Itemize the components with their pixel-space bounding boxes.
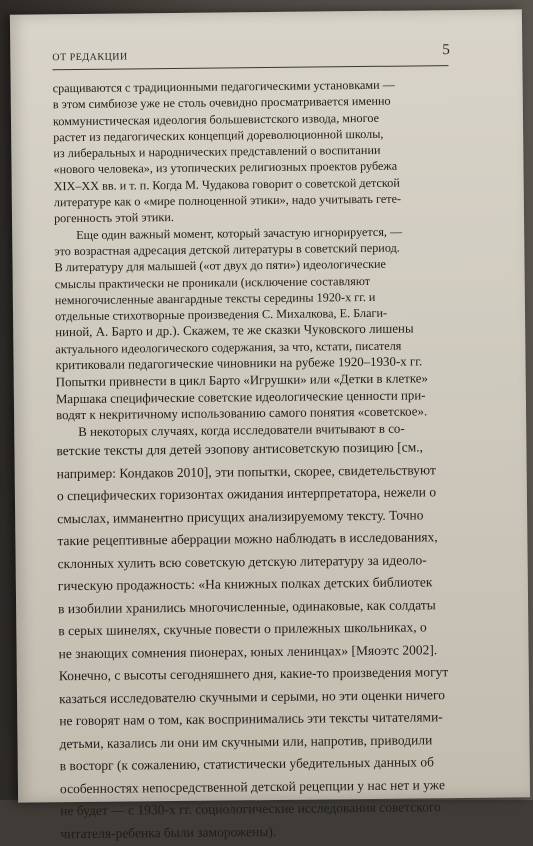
text-line: в восторг (к сожалению, статистически убедительных данных об <box>59 754 435 774</box>
text-line: В литературу для малышей («от двух до пяти») идеологические <box>54 257 386 275</box>
text-line: детьми, казались ли они им скучными или, напротив, приводили <box>59 732 433 752</box>
text-line: литературе как о «мире полноценной этики», надо учитывать гете- <box>53 191 402 210</box>
text-line: смыслах, имманентно присущих анализируемому тексту. Точно <box>57 507 424 527</box>
header-rule <box>52 65 448 70</box>
text-line: не будет — с 1930-х гг. социологические исследования советского <box>60 799 441 819</box>
text-line: не знающих сомнения пионерах, юных ленинцах» [Мяоэтс 2002]. <box>58 642 438 662</box>
text-line: коммунистическая идеология большевистского извода, многое <box>52 110 380 128</box>
text-line: немногочисленные авангардные тексты середины 1920-х гг. и <box>54 289 376 308</box>
text-line: гическую продажность: «На книжных полках детских библиотек <box>57 574 433 594</box>
page-number: 5 <box>442 42 450 59</box>
text-line: XIX–XX вв. и т. п. Когда М. Чудакова говорит о советской детской <box>53 175 400 194</box>
text-line: Попытки привнести в цикл Барто «Игрушки» или «Детки в клетке» <box>55 371 429 390</box>
text-line: ветские тексты для детей эзопову антисоветскую позицию [см., <box>56 439 424 459</box>
text-line: читателя-ребенка были заморожены). <box>60 823 277 842</box>
text-line: водят к некритичному использованию самого понятия «советское». <box>56 404 428 423</box>
text-line: рогенность этой этики. <box>53 210 174 226</box>
text-line: критиковали педагогические чиновники на рубеже 1920–1930-х гг. <box>55 354 423 373</box>
text-line: Еще один важный момент, который зачастую игнорируется, — <box>76 224 403 242</box>
text-line: отдельные стихотворные произведения С. Михалкова, Е. Благи- <box>54 305 388 324</box>
text-line: особенностях непосредственной детской рецепции у нас нет и уже <box>59 777 445 797</box>
text-line: в этом симбиозе уже не столь очевидно просматривается именно <box>52 94 391 112</box>
text-line: смыслы практически не проникали (исключение составляют <box>54 273 371 291</box>
text-line: такие рецептивные аберрации можно наблюдать в исследованиях, <box>57 529 438 549</box>
text-line: казаться исследователю скучными и серыми, но эти оценки ничего <box>58 686 445 707</box>
text-line: о специфических горизонтах ожидания интерпретатора, нежели о <box>56 484 437 504</box>
text-line: сращиваются с традиционными педагогическими установками — <box>52 77 395 96</box>
book-page <box>10 9 530 842</box>
body-text <box>53 76 461 845</box>
text-line: например: Кондаков 2010], эти попытки, скорее, свидетельствуют <box>56 462 436 482</box>
text-line: склонных хулить всю советскую детскую литературу за идеоло- <box>57 552 427 572</box>
text-line: в изобилии хранились многочисленные, одинаковые, как солдаты <box>58 597 436 617</box>
text-line: растет из педагогических концепций дореволюционной школы, <box>53 126 384 145</box>
text-line: в серых шинелях, скучные повести о прилежных школьниках, о <box>58 619 427 639</box>
text-line: актуального идеологического содержания, за что, кстати, писателя <box>55 338 402 357</box>
text-line: «нового человека», из утопических религиозных проектов рубежа <box>53 159 398 177</box>
text-line: не говорят нам о том, как воспринимались эти тексты читателями- <box>59 709 443 729</box>
text-line: это возрастная адресация детской литературы в советский период. <box>54 240 400 259</box>
text-line: Маршака специфические советские идеологические ценности при- <box>55 387 426 406</box>
text-line: Конечно, с высоты сегодняшнего дня, какие-то произведения могут <box>58 664 449 684</box>
text-line: ниной, А. Барто и др.). Скажем, те же сказки Чуковского лишены <box>55 321 414 340</box>
text-line: из либеральных и народнических представлений о воспитании <box>53 143 381 161</box>
running-head: ОТ РЕДАКЦИИ <box>52 51 128 64</box>
text-line: В некоторых случаях, когда исследователи вчитывают в со- <box>78 421 405 439</box>
